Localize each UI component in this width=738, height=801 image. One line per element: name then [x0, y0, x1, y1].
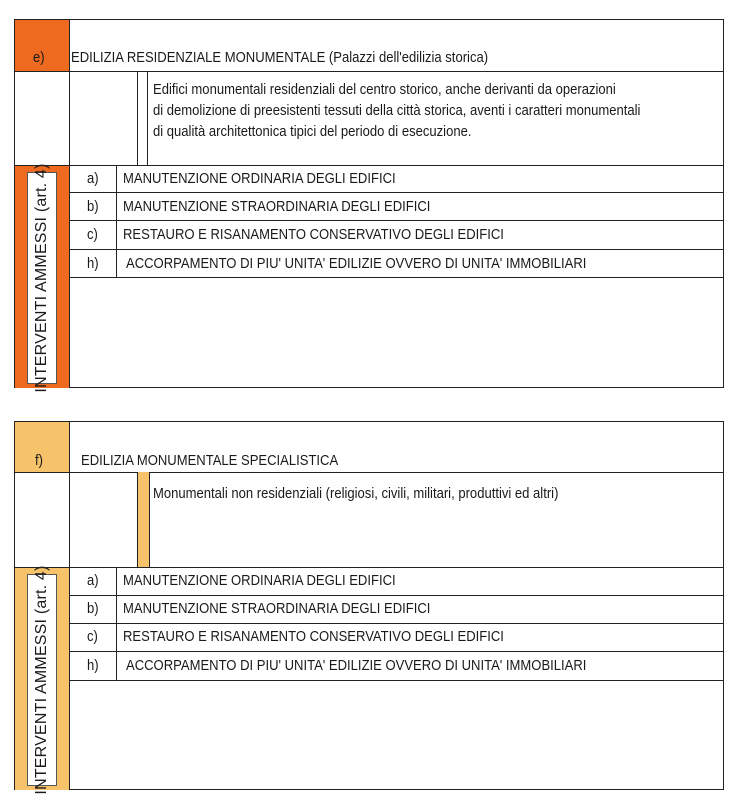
section-e-side-label: INTERVENTI AMMESSI (art. 4) — [33, 163, 50, 393]
section-e-intervention-code: a) — [87, 171, 99, 187]
section-e-side-label-box — [27, 163, 57, 393]
section-e-description — [153, 80, 640, 143]
section-e-intervention-label: RESTAURO E RISANAMENTO CONSERVATIVO DEGLI EDIFICI — [123, 227, 504, 243]
section-e-intervention-label: MANUTENZIONE STRAORDINARIA DEGLI EDIFICI — [123, 199, 431, 215]
section-f-side-label: INTERVENTI AMMESSI (art. 4) — [33, 565, 50, 795]
section-e-intervention-code: c) — [87, 227, 98, 243]
section-e-title-note: (Palazzi dell'edilizia storica) — [328, 50, 489, 66]
section-e-description-line-1: Edifici monumentali residenziali del centro storico, anche derivanti da operazioni — [153, 82, 616, 98]
section-f-code: f) — [35, 453, 43, 469]
section-f-intervention-code: h) — [87, 658, 99, 674]
section-f-intervention-label: RESTAURO E RISANAMENTO CONSERVATIVO DEGLI EDIFICI — [123, 629, 504, 645]
section-e-description-line-2: di demolizione di preesistenti tessuti della città storica, aventi i caratteri monumentali — [153, 103, 641, 119]
section-e-description-line-3: di qualità architettonica tipici del periodo di esecuzione. — [153, 124, 472, 140]
section-e-intervention-label: ACCORPAMENTO DI PIU' UNITA' EDILIZIE OVVERO DI UNITA' IMMOBILIARI — [126, 256, 587, 272]
section-e-intervention-code: b) — [87, 199, 99, 215]
section-f-intervention-label: ACCORPAMENTO DI PIU' UNITA' EDILIZIE OVVERO DI UNITA' IMMOBILIARI — [126, 658, 587, 674]
section-f-intervention-code: b) — [87, 601, 99, 617]
section-e-title-main: EDILIZIA RESIDENZIALE MONUMENTALE — [71, 50, 326, 66]
section-f-intervention-label: MANUTENZIONE ORDINARIA DEGLI EDIFICI — [123, 573, 396, 589]
section-f-title-main: EDILIZIA MONUMENTALE SPECIALISTICA — [81, 453, 339, 469]
section-f-intervention-label: MANUTENZIONE STRAORDINARIA DEGLI EDIFICI — [123, 601, 431, 617]
section-f-description-line-1: Monumentali non residenziali (religiosi, civili, militari, produttivi ed altri) — [153, 486, 559, 502]
section-f-intervention-code: c) — [87, 629, 98, 645]
section-e-table — [14, 19, 724, 393]
section-e-intervention-code: h) — [87, 256, 99, 272]
section-e-intervention-label: MANUTENZIONE ORDINARIA DEGLI EDIFICI — [123, 171, 396, 187]
section-f-table — [14, 421, 724, 795]
section-e-title — [71, 50, 488, 66]
section-f-intervention-code: a) — [87, 573, 99, 589]
section-f-side-label-box — [27, 565, 57, 795]
section-f-description-bar — [137, 472, 150, 567]
section-f-title — [81, 453, 338, 469]
section-e-code: e) — [33, 50, 45, 66]
section-f-description — [153, 484, 558, 505]
